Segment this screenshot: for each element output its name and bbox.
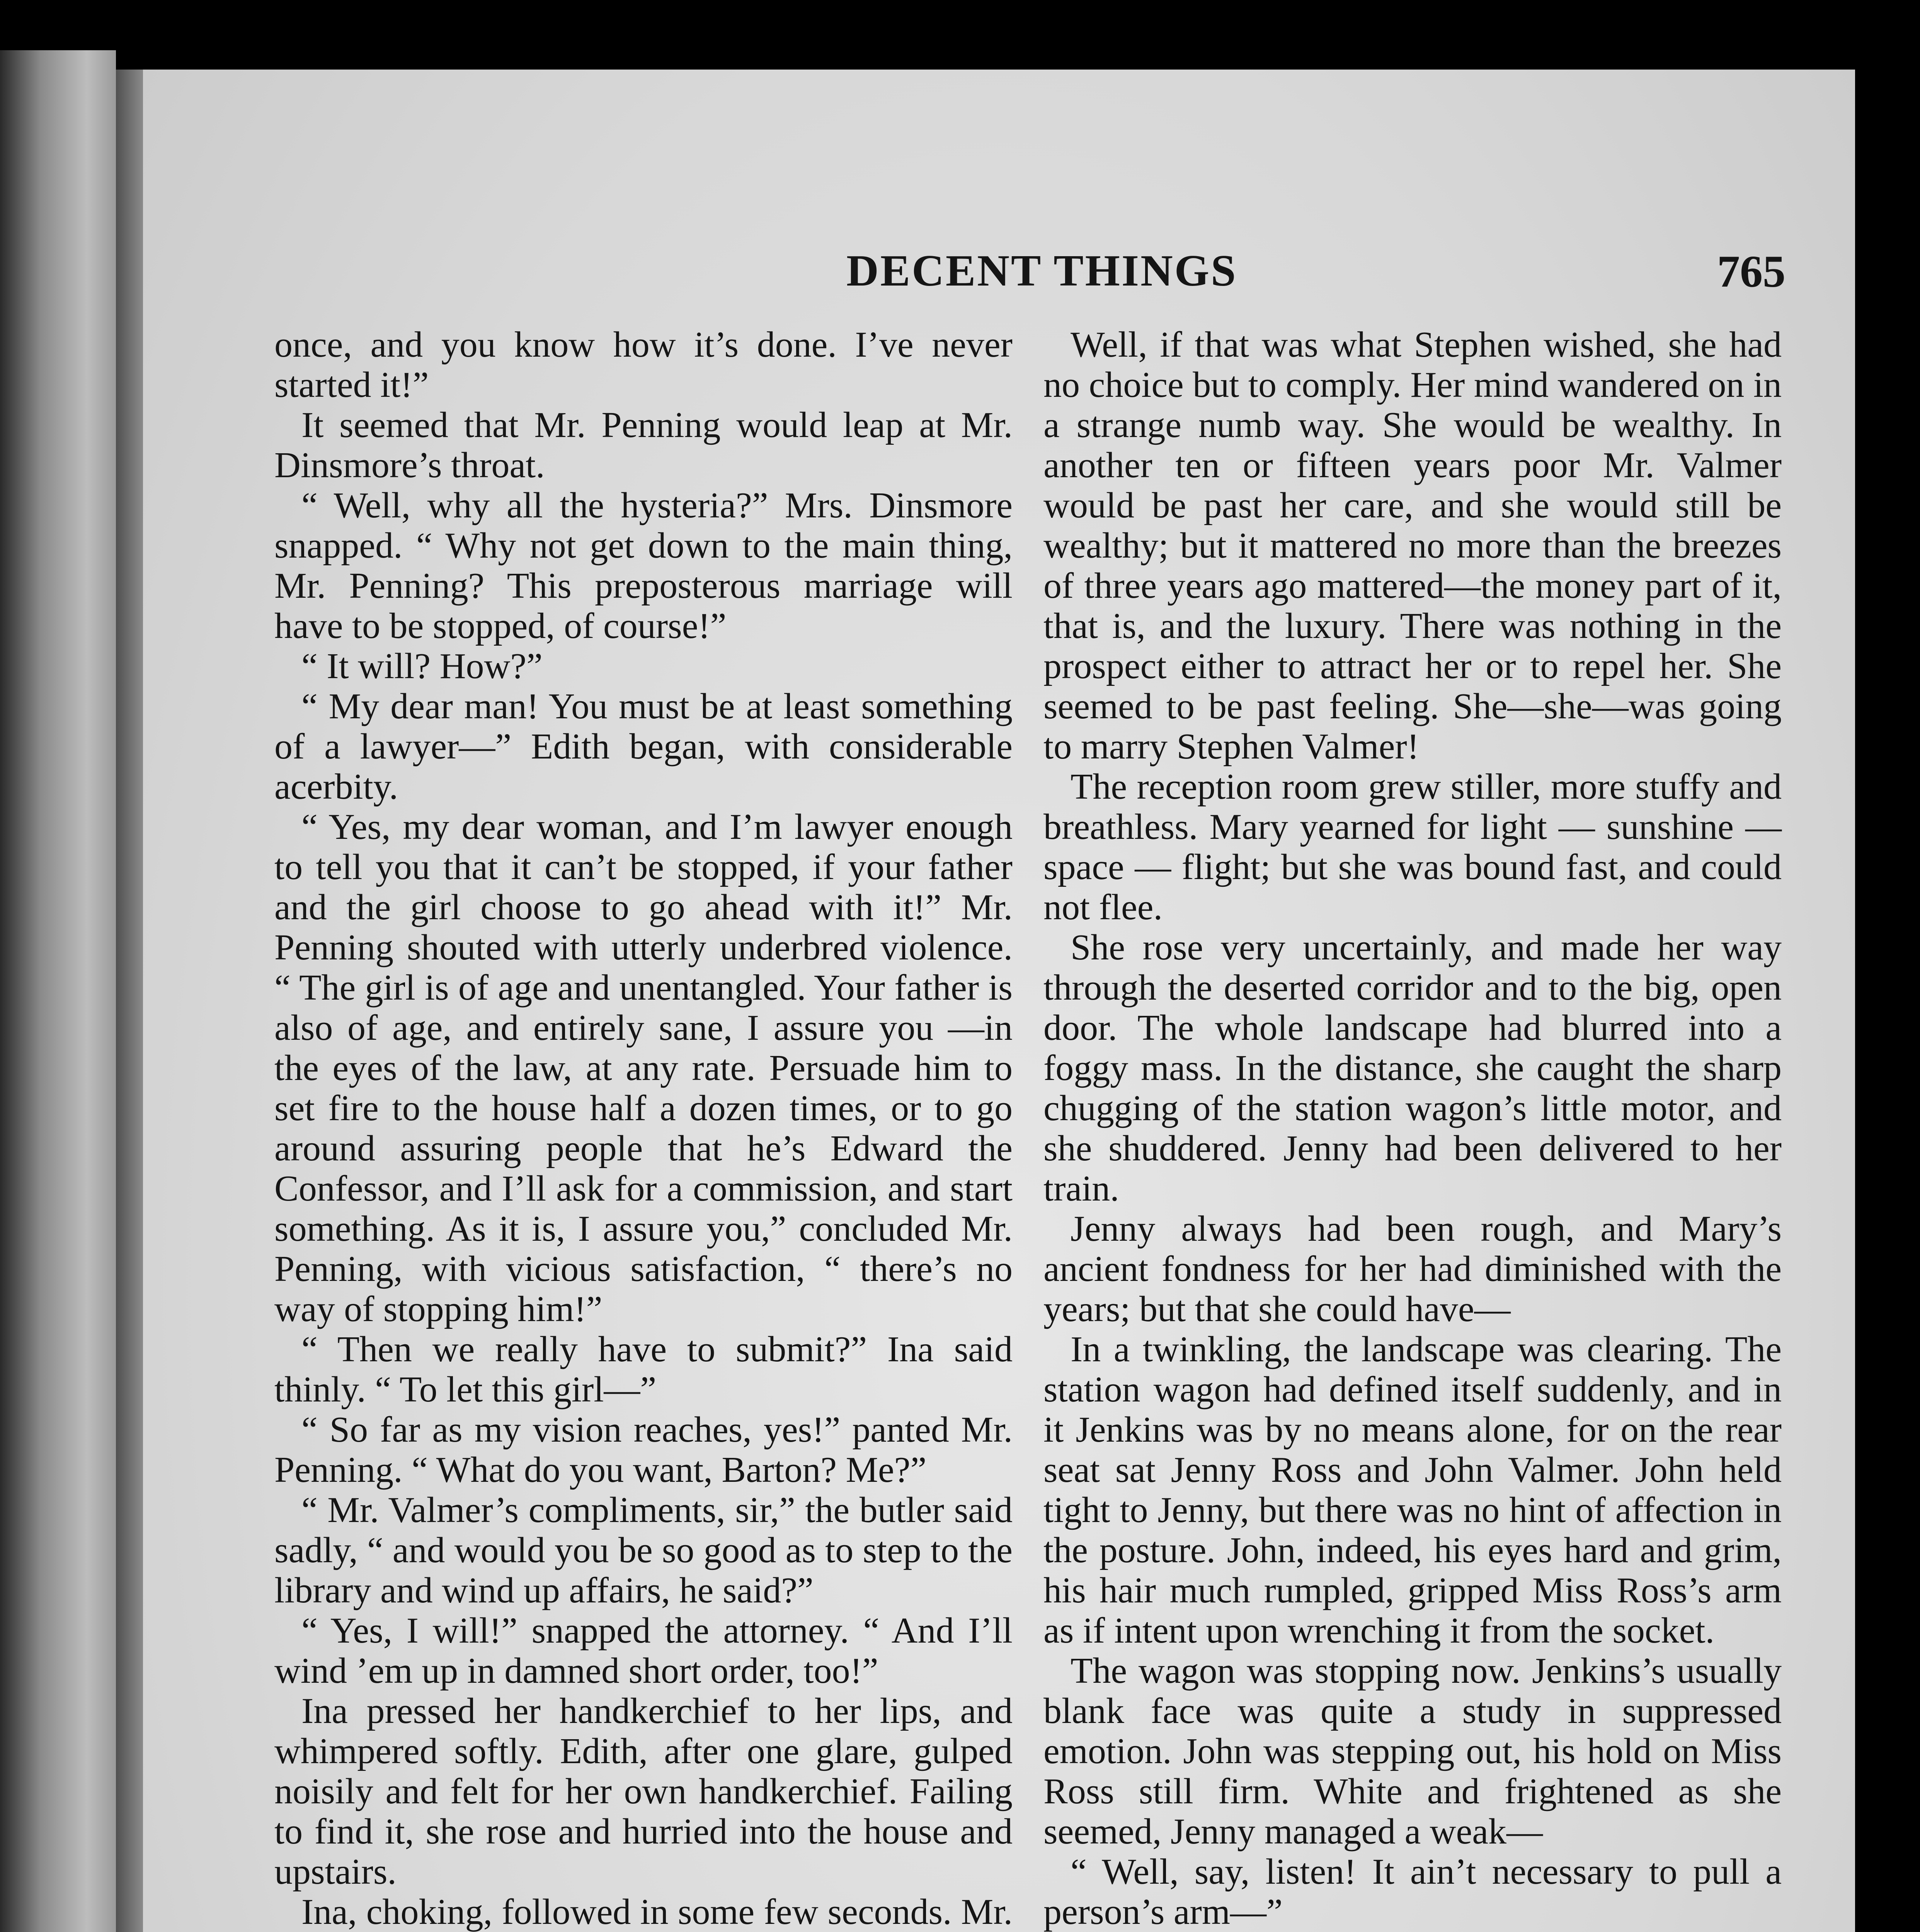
paragraph-text: “ My dear man! You must be at least something of a lawyer—” Edith began, with considerable acerbity.	[274, 686, 1013, 807]
paragraph	[1043, 1329, 1782, 1651]
paragraph	[274, 405, 1013, 485]
paragraph-text: “ Well, say, listen! It ain’t necessary to pull a person’s arm—”	[1043, 1852, 1782, 1932]
paragraph	[274, 1410, 1013, 1490]
facing-page-edge	[0, 50, 116, 1932]
paragraph-text: In a twinkling, the landscape was clearing. The station wagon had defined itself suddenly, and in it Jenkins was by no means alone, for on the rear seat sat Jenny Ross and John Valmer. John held tight to Jenny, but there was no hint of affection in the posture. John, indeed, his eyes hard and grim, his hair much rumpled, gripped Miss Ross’s arm as if intent upon wrenching it from the socket.	[1043, 1329, 1782, 1651]
paragraph	[274, 325, 1013, 405]
right-text-column	[1043, 325, 1782, 1932]
running-head	[143, 245, 1855, 307]
paragraph	[274, 1329, 1013, 1410]
paragraph-text: She rose very uncertainly, and made her way through the deserted corridor and to the big, open door. The whole landscape had blurred into a foggy mass. In the distance, she caught the sharp chugging of the station wagon’s little motor, and she shuddered. Jenny had been delivered to her train.	[1043, 927, 1782, 1209]
paragraph-text: The wagon was stopping now. Jenkins’s usually blank face was quite a study in suppressed emotion. John was stepping out, his hold on Miss Ross still firm. White and frightened as she seemed, Jenny managed a weak—	[1043, 1651, 1782, 1852]
book-page	[143, 70, 1855, 1932]
paragraph	[1043, 767, 1782, 927]
paragraph-text: Jenny always had been rough, and Mary’s ancient fondness for her had diminished with the years; but that she could have—	[1043, 1209, 1782, 1329]
paragraph-text: “ Then we really have to submit?” Ina said thinly. “ To let this girl—”	[274, 1329, 1013, 1410]
paragraph-text: “ It will? How?”	[301, 646, 543, 686]
paragraph-text: The reception room grew stiller, more stuffy and breathless. Mary yearned for light — sunshine — space — flight; but she was bound fast, and could not flee.	[1043, 767, 1782, 927]
paragraph	[274, 646, 1013, 686]
left-text-column	[274, 325, 1013, 1932]
paragraph-text: “ Well, why all the hysteria?” Mrs. Dinsmore snapped. “ Why not get down to the main thing, Mr. Penning? This preposterous marriage will have to be stopped, of course!”	[274, 485, 1013, 646]
paragraph-text: Ina, choking, followed in some few seconds. Mr.	[301, 1892, 1013, 1932]
page-number: 765	[1717, 246, 1786, 297]
paragraph	[1043, 1852, 1782, 1932]
paragraph	[1043, 927, 1782, 1209]
paragraph	[274, 485, 1013, 646]
paragraph-text: Ina pressed her handkerchief to her lips, and whimpered softly. Edith, after one glare, gulped noisily and felt for her own handkerchief. Failing to find it, she rose and hurried into the house and upstairs.	[274, 1691, 1013, 1892]
paragraph-text: “ Yes, I will!” snapped the attorney. “ And I’ll wind ’em up in damned short order, too!”	[274, 1611, 1013, 1691]
paragraph-text: “ So far as my vision reaches, yes!” panted Mr. Penning. “ What do you want, Barton? Me?”	[274, 1410, 1013, 1490]
running-title: DECENT THINGS	[846, 246, 1237, 296]
paragraph	[274, 1490, 1013, 1611]
paragraph	[274, 1611, 1013, 1691]
paragraph	[274, 807, 1013, 1329]
paragraph-text: Well, if that was what Stephen wished, she had no choice but to comply. Her mind wandered on in a strange numb way. She would be wealthy. In another ten or fifteen years poor Mr. Valmer would be past her care, and she would still be wealthy; but it mattered no more than the breezes of three years ago mattered—the money part of it, that is, and the luxury. There was nothing in the prospect either to attract her or to repel her. She seemed to be past feeling. She—she—was going to marry Stephen Valmer!	[1043, 325, 1782, 767]
paragraph	[274, 1691, 1013, 1892]
paragraph	[274, 1892, 1013, 1932]
paragraph-text: “ Yes, my dear woman, and I’m lawyer enough to tell you that it can’t be stopped, if your father and the girl choose to go ahead with it!” Mr. Penning shouted with utterly underbred violence. “ The girl is of age and unentangled. Your father is also of age, and entirely sane, I assure you —in the eyes of the law, at any rate. Persuade him to set fire to the house half a dozen times, or to go around assuring people that he’s Edward the Confessor, and I’ll ask for a commission, and start something. As it is, I assure you,” concluded Mr. Penning, with vicious satisfaction, “ there’s no way of stopping him!”	[274, 807, 1013, 1329]
paragraph-text: “ Mr. Valmer’s compliments, sir,” the butler said sadly, “ and would you be so good as to step to the library and wind up affairs, he said?”	[274, 1490, 1013, 1611]
paragraph	[1043, 1209, 1782, 1329]
paragraph	[1043, 1651, 1782, 1852]
paragraph-text: It seemed that Mr. Penning would leap at Mr. Dinsmore’s throat.	[274, 405, 1013, 485]
paragraph	[1043, 325, 1782, 767]
paragraph	[274, 686, 1013, 807]
paragraph-text: once, and you know how it’s done. I’ve never started it!”	[274, 325, 1013, 405]
